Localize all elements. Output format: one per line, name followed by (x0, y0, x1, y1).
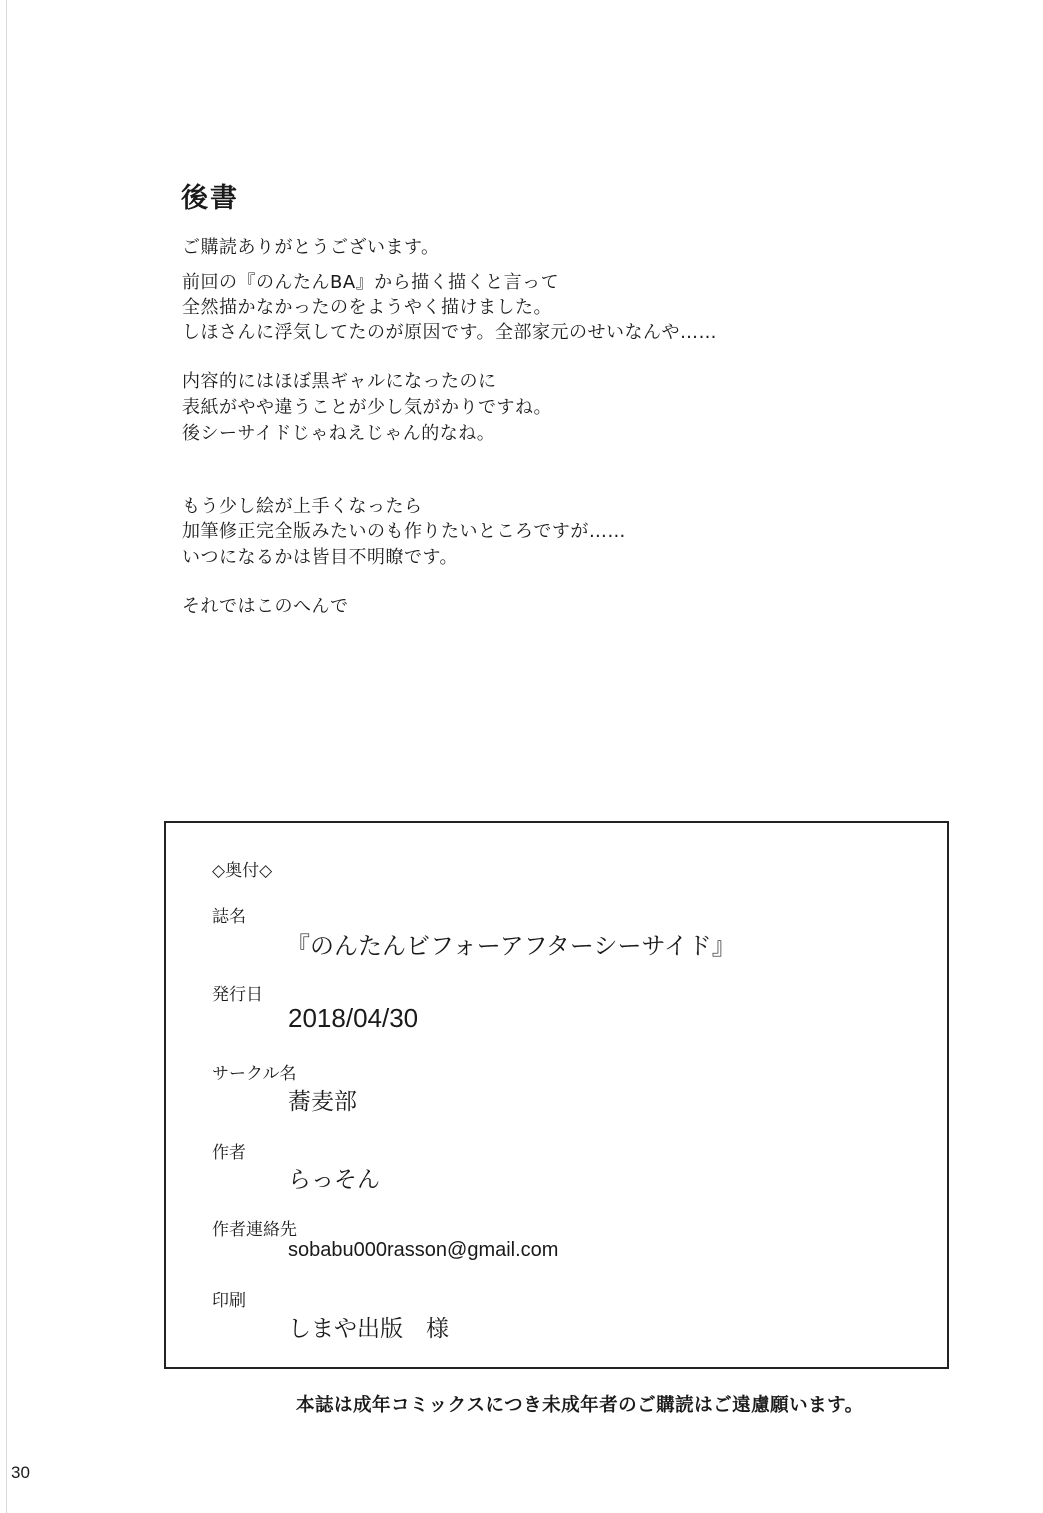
colophon-label-date: 発行日 (212, 985, 263, 1005)
body-line: しほさんに浮気してたのが原因です。全部家元のせいなんや…… (182, 322, 718, 343)
colophon-value-printer: しまや出版 様 (288, 1316, 449, 1342)
colophon-value-date: 2018/04/30 (288, 1003, 419, 1033)
colophon-value-contact: sobabu000rasson@gmail.com (288, 1239, 559, 1261)
colophon-value-title: 『のんたんビフォーアフターシーサイド』 (286, 932, 736, 960)
colophon-label-contact: 作者連絡先 (212, 1220, 297, 1240)
body-line: 加筆修正完全版みたいのも作りたいところですが…… (182, 521, 626, 542)
body-line: もう少し絵が上手くなったら (182, 496, 423, 517)
age-restriction-notice: 本誌は成年コミックスにつき未成年者のご購読はご遠慮願います。 (296, 1395, 864, 1416)
body-line: 前回の『のんたんBA』から描く描くと言って (182, 272, 560, 293)
body-line: 内容的にはほぼ黒ギャルになったのに (182, 371, 497, 392)
colophon-label-circle: サークル名 (212, 1064, 297, 1084)
body-line: それではこのへんで (182, 596, 349, 617)
page-edge (6, 0, 7, 1513)
body-line: ご購読ありがとうございます。 (182, 237, 440, 258)
body-line: いつになるかは皆目不明瞭です。 (182, 547, 459, 568)
body-line: 後シーサイドじゃねえじゃん的なね。 (182, 423, 496, 444)
colophon-label-printer: 印刷 (212, 1291, 246, 1311)
body-line: 表紙がやや違うことが少し気がかりですね。 (182, 397, 552, 418)
colophon-value-circle: 蕎麦部 (288, 1089, 357, 1115)
colophon-label-author: 作者 (212, 1143, 246, 1163)
colophon-value-author: らっそん (288, 1167, 380, 1193)
colophon-heading: ◇奥付◇ (212, 861, 273, 881)
page-number: 30 (11, 1463, 30, 1482)
afterword-title: 後書 (181, 183, 239, 214)
body-line: 全然描かなかったのをようやく描けました。 (182, 297, 552, 318)
colophon-label-title: 誌名 (212, 907, 246, 927)
colophon-box (164, 821, 949, 1369)
